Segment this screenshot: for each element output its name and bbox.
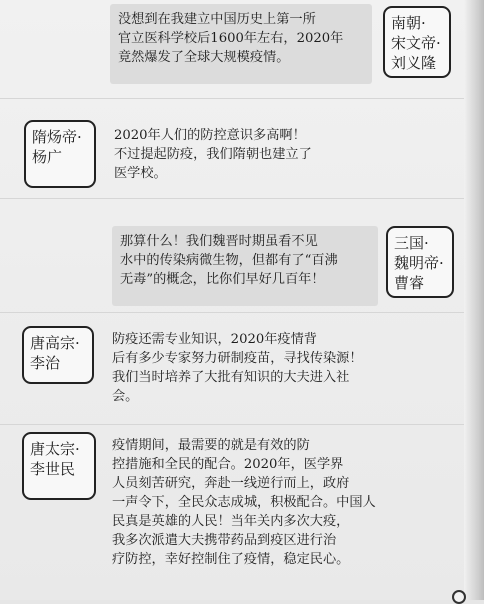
speech-line: 会。	[112, 389, 139, 404]
speech-line: 水中的传染病微生物，但都有了“百沸	[120, 253, 338, 268]
speech-line: 官立医科学校后1600年左右，2020年	[118, 31, 344, 46]
speech-line: 不过提起防疫，我们隋朝也建立了	[114, 147, 312, 162]
speaker-line: 三国·	[394, 234, 429, 252]
speech-bubble-cao-rui	[112, 226, 378, 306]
speech-line: 那算什么！我们魏晋时期虽看不见	[120, 234, 318, 249]
speech-line: 后有多少专家努力研制疫苗，寻找传染源！	[112, 351, 363, 366]
speech-bubble-liu-yilong	[110, 4, 372, 84]
speaker-line: 魏明帝·	[394, 254, 444, 272]
speech-line: 人员刻苦研究，奔赴一线逆行而上，政府	[112, 476, 350, 491]
speech-text-yang-guang	[114, 126, 376, 192]
speech-line: 竟然爆发了全球大规模疫情。	[118, 50, 290, 65]
speaker-line: 隋炀帝·	[32, 128, 82, 146]
speaker-line: 李世民	[30, 460, 76, 478]
speech-line: 一声令下，全民众志成城，积极配合。中国人	[112, 495, 376, 510]
page-edge-shadow	[464, 0, 484, 600]
speaker-line: 曹睿	[394, 274, 425, 292]
speech-line: 民真是英雄的人民！当年关内多次大疫，	[112, 514, 350, 529]
speech-line: 我多次派遣大夫携带药品到疫区进行治	[112, 533, 337, 548]
speaker-line: 宋文帝·	[391, 34, 441, 52]
speaker-badge-cao-rui	[386, 226, 454, 298]
speaker-badge-li-zhi	[22, 326, 94, 384]
speaker-badge-li-shimin	[22, 432, 96, 500]
speech-line: 医学校。	[114, 166, 167, 181]
speaker-line: 唐高宗·	[30, 334, 80, 352]
speaker-line: 杨广	[32, 148, 63, 166]
speech-line: 防疫还需专业知识，2020年疫情背	[112, 332, 317, 347]
ruled-line	[0, 98, 468, 99]
speaker-badge-liu-yilong	[383, 6, 451, 78]
speech-text-li-zhi	[112, 330, 382, 416]
speech-line: 无毒”的概念，比你们早好几百年！	[120, 272, 325, 287]
speech-line: 2020年人们的防控意识多高啊！	[114, 128, 306, 143]
speaker-line: 南朝·	[391, 14, 426, 32]
speaker-line: 李治	[30, 354, 61, 372]
speech-line: 疗防控，幸好控制住了疫情，稳定民心。	[112, 552, 350, 567]
ruled-line	[0, 198, 468, 199]
speech-line: 控措施和全民的配合。2020年，医学界	[112, 457, 344, 472]
speech-line: 疫情期间，最需要的就是有效的防	[112, 438, 310, 453]
speech-text-li-shimin	[112, 436, 386, 584]
speaker-badge-yang-guang	[24, 120, 96, 188]
ruled-line	[0, 424, 468, 425]
speaker-line: 刘义隆	[391, 54, 437, 72]
speech-line: 没想到在我建立中国历史上第一所	[118, 12, 316, 27]
speech-line: 我们当时培养了大批有知识的大夫进入社	[112, 370, 350, 385]
ruled-line	[0, 312, 468, 313]
circle-icon	[452, 590, 466, 604]
speaker-line: 唐太宗·	[30, 440, 80, 458]
